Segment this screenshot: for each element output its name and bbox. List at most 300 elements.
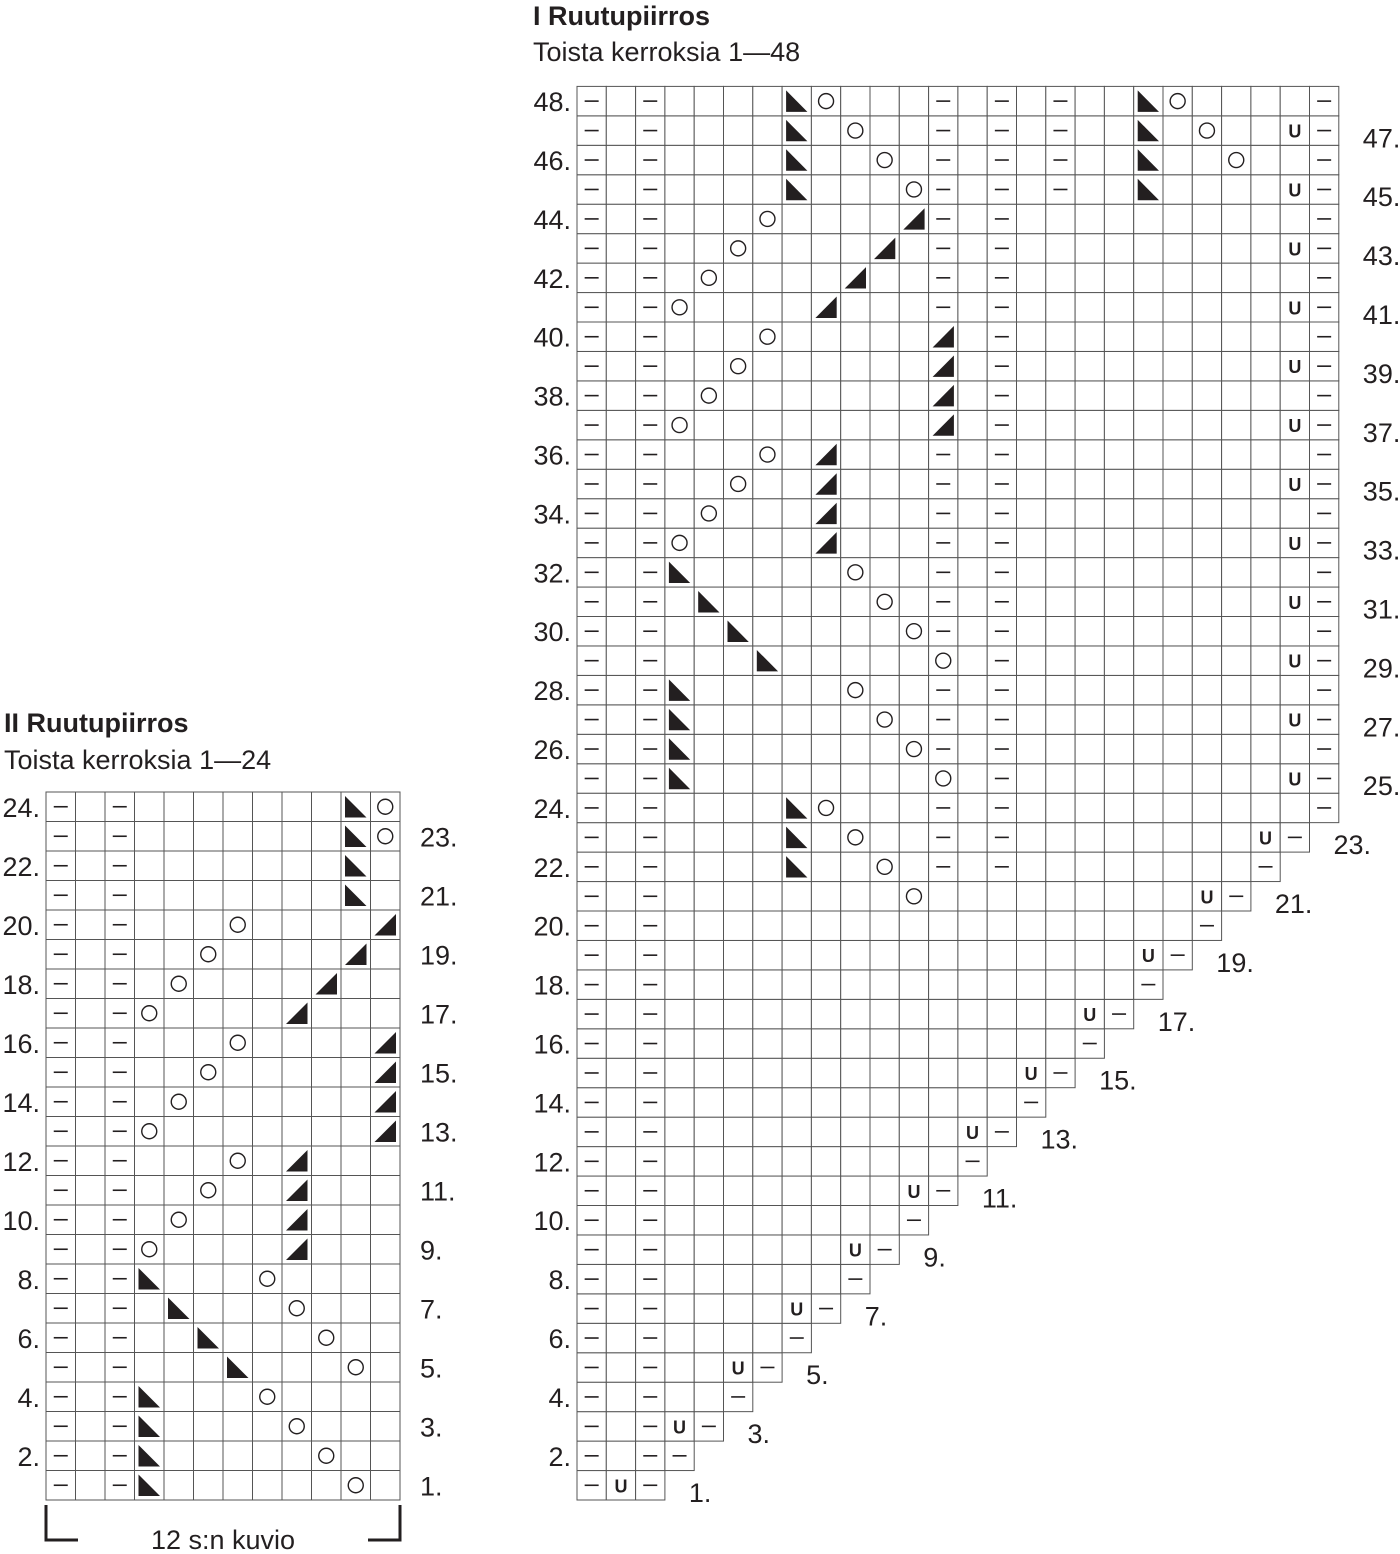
chart1-row-number-left: 44. xyxy=(533,204,571,235)
chart1-cell xyxy=(1192,793,1221,822)
chart1-row-number-left: 14. xyxy=(533,1088,571,1119)
chart1-cell xyxy=(665,499,694,528)
chart1-cell xyxy=(987,1029,1016,1058)
chart1-cell xyxy=(958,705,987,734)
chart1-cell xyxy=(694,1176,723,1205)
chart1-cell xyxy=(870,940,899,969)
chart1-cell xyxy=(694,1353,723,1382)
chart1-cell xyxy=(1017,646,1046,675)
chart1-cell xyxy=(1104,263,1133,292)
chart2-cell xyxy=(164,1087,194,1117)
chart1-cell xyxy=(753,1294,782,1323)
chart1-cell xyxy=(1134,322,1163,351)
chart1-cell xyxy=(1134,351,1163,380)
chart1-cell xyxy=(870,410,899,439)
chart1-cell xyxy=(724,1088,753,1117)
chart1-cell xyxy=(1075,204,1104,233)
chart2-cell xyxy=(341,1441,371,1471)
chart1-cell xyxy=(870,1088,899,1117)
chart2-cell xyxy=(341,1294,371,1324)
chart1-cell xyxy=(724,1117,753,1146)
chart1-cell xyxy=(1046,322,1075,351)
chart2-cell xyxy=(371,1176,401,1206)
chart1-cell xyxy=(665,322,694,351)
chart1-cell xyxy=(1046,381,1075,410)
chart1-cell xyxy=(1017,322,1046,351)
chart1-cell xyxy=(811,617,840,646)
make-stitch-symbol: U xyxy=(673,1417,687,1438)
chart1-cell xyxy=(694,882,723,911)
chart1-cell xyxy=(811,646,840,675)
chart1-cell xyxy=(1192,293,1221,322)
chart1-row-number-right: 27. xyxy=(1362,712,1400,743)
chart1-cell xyxy=(724,940,753,969)
chart1-cell xyxy=(1163,293,1192,322)
chart1-cell xyxy=(1251,764,1280,793)
chart1-row-number-left: 18. xyxy=(533,970,571,1001)
chart1-cell xyxy=(870,1117,899,1146)
chart2-row-number-right: 7. xyxy=(420,1294,443,1325)
chart1-row-number-left: 6. xyxy=(548,1324,571,1355)
chart1-cell xyxy=(753,175,782,204)
chart1-cell xyxy=(782,764,811,793)
chart1-cell xyxy=(1163,558,1192,587)
chart2-cell xyxy=(371,1146,401,1176)
chart1-cell xyxy=(899,764,928,793)
chart1-cell xyxy=(841,1058,870,1087)
chart1-cell xyxy=(1104,970,1133,999)
chart2-cell xyxy=(223,1146,253,1176)
chart1-cell xyxy=(841,1029,870,1058)
chart1-cell xyxy=(665,1382,694,1411)
chart2-row-number-left: 8. xyxy=(17,1264,40,1295)
chart1-cell xyxy=(665,1117,694,1146)
chart1-row-number-left: 10. xyxy=(533,1206,571,1237)
chart2-cell xyxy=(194,1117,224,1147)
chart1-cell xyxy=(870,469,899,498)
chart1-cell xyxy=(665,175,694,204)
chart1-cell xyxy=(1075,970,1104,999)
chart1-cell xyxy=(841,1088,870,1117)
chart1-cell xyxy=(1134,263,1163,292)
chart1-cell xyxy=(1192,823,1221,852)
chart2-cell xyxy=(76,969,106,999)
chart1-cell xyxy=(987,970,1016,999)
chart1-cell xyxy=(782,351,811,380)
chart1-cell xyxy=(606,1353,635,1382)
chart1-cell xyxy=(782,263,811,292)
chart1-cell xyxy=(665,1353,694,1382)
chart2-cell xyxy=(164,1176,194,1206)
chart1-cell xyxy=(870,646,899,675)
chart1-cell xyxy=(753,999,782,1028)
chart1-cell xyxy=(1251,322,1280,351)
chart1-cell xyxy=(606,823,635,852)
chart1-cell xyxy=(870,528,899,557)
chart2-cell xyxy=(282,940,312,970)
chart1-cell xyxy=(1104,440,1133,469)
chart1-cell xyxy=(782,705,811,734)
chart1-cell xyxy=(1134,882,1163,911)
chart1-row-number-right: 23. xyxy=(1333,830,1372,861)
chart1-cell xyxy=(606,764,635,793)
chart1-cell xyxy=(1075,440,1104,469)
chart1-cell xyxy=(870,293,899,322)
chart1-cell xyxy=(1075,86,1104,115)
chart2-cell xyxy=(341,1323,371,1353)
chart1-cell xyxy=(753,381,782,410)
chart1-cell xyxy=(1280,617,1309,646)
chart1-cell xyxy=(1163,764,1192,793)
chart1-cell xyxy=(694,322,723,351)
chart1-cell xyxy=(753,145,782,174)
chart1-cell xyxy=(1222,204,1251,233)
chart1-row-number-left: 38. xyxy=(533,381,571,412)
chart1-cell xyxy=(958,145,987,174)
chart1-cell xyxy=(1075,558,1104,587)
chart1-cell xyxy=(606,263,635,292)
chart1-cell xyxy=(665,381,694,410)
chart1-row-number-left: 40. xyxy=(533,322,571,353)
chart1-cell xyxy=(1163,440,1192,469)
make-stitch-symbol: U xyxy=(1288,298,1302,319)
chart1-cell xyxy=(782,1176,811,1205)
chart1-cell xyxy=(1222,234,1251,263)
chart1-cell xyxy=(1251,175,1280,204)
chart2-cell xyxy=(341,969,371,999)
chart2-cell xyxy=(371,881,401,911)
chart1-cell xyxy=(782,410,811,439)
chart1-cell xyxy=(958,440,987,469)
chart1-row-number-right: 43. xyxy=(1362,241,1400,272)
chart2-cell xyxy=(135,1146,165,1176)
chart2-cell xyxy=(135,969,165,999)
chart1-cell xyxy=(753,204,782,233)
chart1-cell xyxy=(811,263,840,292)
chart1-cell xyxy=(606,1264,635,1293)
chart1-cell xyxy=(1017,823,1046,852)
chart1-cell xyxy=(1017,499,1046,528)
chart1-cell xyxy=(1280,675,1309,704)
chart1-cell xyxy=(724,381,753,410)
chart1-cell xyxy=(811,204,840,233)
chart1-cell xyxy=(1280,734,1309,763)
chart1-cell xyxy=(811,1176,840,1205)
chart1-cell xyxy=(724,528,753,557)
chart2-row-number-left: 10. xyxy=(2,1205,40,1236)
chart1-cell xyxy=(1163,734,1192,763)
chart1-cell xyxy=(1222,381,1251,410)
chart1-cell xyxy=(1134,646,1163,675)
chart2-cell xyxy=(282,910,312,940)
chart1-cell xyxy=(724,646,753,675)
chart1-row-number-right: 9. xyxy=(923,1242,946,1273)
chart1-cell xyxy=(606,1206,635,1235)
chart1-cell xyxy=(929,940,958,969)
chart2-cell xyxy=(223,1471,253,1501)
chart2-cell xyxy=(341,1028,371,1058)
chart1-cell xyxy=(841,705,870,734)
chart2-cell xyxy=(164,1353,194,1383)
chart1-cell xyxy=(1222,705,1251,734)
chart1-cell xyxy=(782,1147,811,1176)
chart2-cell xyxy=(223,851,253,881)
chart1-cell xyxy=(606,116,635,145)
chart1-cell xyxy=(1075,793,1104,822)
chart1-cell xyxy=(958,764,987,793)
chart1-cell xyxy=(724,734,753,763)
chart1-cell xyxy=(1104,175,1133,204)
chart1-cell xyxy=(1280,558,1309,587)
chart1-cell xyxy=(724,823,753,852)
chart2-cell xyxy=(282,1412,312,1442)
chart1-row-number-right: 13. xyxy=(1040,1124,1079,1155)
chart2-cell xyxy=(312,1441,342,1471)
chart1-cell xyxy=(1280,204,1309,233)
chart1-cell xyxy=(811,1235,840,1264)
chart1-cell xyxy=(811,1147,840,1176)
chart1-cell xyxy=(1046,263,1075,292)
chart1-cell xyxy=(811,734,840,763)
chart1-cell xyxy=(1104,911,1133,940)
chart2-cell xyxy=(282,1441,312,1471)
chart1-cell xyxy=(694,940,723,969)
chart1-cell xyxy=(1222,587,1251,616)
chart1-cell xyxy=(665,1235,694,1264)
chart1-cell xyxy=(753,1147,782,1176)
make-stitch-symbol: U xyxy=(1288,474,1302,495)
chart1-cell xyxy=(694,1294,723,1323)
chart1-cell xyxy=(724,793,753,822)
chart1-cell xyxy=(1163,528,1192,557)
make-stitch-symbol: U xyxy=(1288,533,1302,554)
chart1-cell xyxy=(1017,528,1046,557)
chart1-cell xyxy=(958,970,987,999)
chart1-cell xyxy=(694,1088,723,1117)
chart1-cell xyxy=(1192,116,1221,145)
chart1-row-number-right: 15. xyxy=(1099,1065,1137,1096)
chart1-cell xyxy=(753,528,782,557)
chart1-cell xyxy=(1163,86,1192,115)
chart2-row-number-right: 21. xyxy=(420,881,458,912)
chart2-cell xyxy=(341,1235,371,1265)
chart2-cell xyxy=(223,1235,253,1265)
chart1-cell xyxy=(1222,293,1251,322)
chart2-cell xyxy=(135,851,165,881)
chart1-cell xyxy=(694,263,723,292)
chart2-cell xyxy=(312,1205,342,1235)
chart1-cell xyxy=(870,1058,899,1087)
make-stitch-symbol: U xyxy=(1141,946,1155,967)
chart1-cell xyxy=(606,558,635,587)
chart1-cell xyxy=(841,381,870,410)
chart1-cell xyxy=(1104,86,1133,115)
chart1-cell xyxy=(841,764,870,793)
chart1-cell xyxy=(606,852,635,881)
chart2-cell xyxy=(194,1087,224,1117)
chart2-cell xyxy=(164,881,194,911)
chart1-cell xyxy=(606,145,635,174)
chart1-cell xyxy=(753,469,782,498)
chart2-cell xyxy=(135,910,165,940)
chart1-cell xyxy=(665,999,694,1028)
chart1-cell xyxy=(1222,734,1251,763)
make-stitch-symbol: U xyxy=(1288,592,1302,613)
chart1-cell xyxy=(1075,587,1104,616)
chart1-cell xyxy=(870,793,899,822)
chart1-cell xyxy=(1104,116,1133,145)
chart1-cell xyxy=(870,999,899,1028)
chart1-cell xyxy=(958,381,987,410)
chart1-cell xyxy=(1192,381,1221,410)
chart1-cell xyxy=(1251,234,1280,263)
make-stitch-symbol: U xyxy=(907,1181,921,1202)
chart2-cell xyxy=(341,1264,371,1294)
chart1-cell xyxy=(958,734,987,763)
chart1-cell xyxy=(1222,440,1251,469)
chart1-cell xyxy=(753,764,782,793)
chart2-cell xyxy=(312,1264,342,1294)
make-stitch-symbol: U xyxy=(966,1122,980,1143)
chart2-cell xyxy=(253,1412,283,1442)
chart1-cell xyxy=(606,705,635,734)
chart1-cell xyxy=(1017,617,1046,646)
chart1-cell xyxy=(665,823,694,852)
chart1-cell xyxy=(782,558,811,587)
chart1-cell xyxy=(841,351,870,380)
chart1-cell xyxy=(899,823,928,852)
chart1-cell xyxy=(753,558,782,587)
chart1-cell xyxy=(1104,204,1133,233)
chart1-cell xyxy=(1134,558,1163,587)
chart1-cell xyxy=(1192,558,1221,587)
chart2-cell xyxy=(76,1471,106,1501)
make-stitch-symbol: U xyxy=(1288,180,1302,201)
chart1-cell xyxy=(694,528,723,557)
chart1-cell xyxy=(1046,410,1075,439)
make-stitch-symbol: U xyxy=(1083,1005,1097,1026)
chart1-cell xyxy=(1222,175,1251,204)
chart1-cell xyxy=(753,1323,782,1352)
chart2-cell xyxy=(253,969,283,999)
chart1-cell xyxy=(899,116,928,145)
chart1-row-number-left: 24. xyxy=(533,793,571,824)
chart1-cell xyxy=(958,1088,987,1117)
chart1-cell xyxy=(899,617,928,646)
chart2-cell xyxy=(371,940,401,970)
chart2-cell xyxy=(223,1205,253,1235)
chart1-cell xyxy=(1134,852,1163,881)
chart1-cell xyxy=(606,1058,635,1087)
chart1-cell xyxy=(753,705,782,734)
chart1-cell xyxy=(665,1058,694,1087)
chart1-cell xyxy=(606,528,635,557)
chart1-cell xyxy=(870,970,899,999)
chart1-cell xyxy=(606,1441,635,1470)
chart1-cell xyxy=(1104,675,1133,704)
make-stitch-symbol: U xyxy=(790,1299,804,1320)
repeat-bracket-right xyxy=(368,1505,400,1540)
chart1-row-number-right: 45. xyxy=(1362,182,1400,213)
chart1-cell xyxy=(811,145,840,174)
chart1-cell xyxy=(665,1264,694,1293)
chart1-cell xyxy=(1017,911,1046,940)
chart1-cell xyxy=(1222,793,1251,822)
chart2-row-number-right: 11. xyxy=(420,1176,456,1207)
chart1-cell xyxy=(870,675,899,704)
chart1-cell xyxy=(1046,293,1075,322)
chart1-cell xyxy=(724,1294,753,1323)
chart2-cell xyxy=(282,969,312,999)
chart1-cell xyxy=(1222,528,1251,557)
chart1-cell xyxy=(841,1147,870,1176)
chart1-cell xyxy=(811,234,840,263)
chart1-cell xyxy=(1251,617,1280,646)
chart2-cell xyxy=(312,1382,342,1412)
chart1-row-number-right: 21. xyxy=(1274,889,1313,919)
chart2-cell xyxy=(194,881,224,911)
chart2-cell xyxy=(223,881,253,911)
chart1-cell xyxy=(694,734,723,763)
chart1-cell xyxy=(724,587,753,616)
chart1-cell xyxy=(753,351,782,380)
chart1-cell xyxy=(958,1029,987,1058)
chart1-cell xyxy=(811,1058,840,1087)
chart1-cell xyxy=(899,410,928,439)
chart1-cell xyxy=(606,882,635,911)
chart1-cell xyxy=(870,1029,899,1058)
chart1-cell xyxy=(1163,499,1192,528)
chart1-cell xyxy=(1017,86,1046,115)
chart1-cell xyxy=(606,322,635,351)
chart1-cell xyxy=(870,86,899,115)
chart2-cell xyxy=(194,1471,224,1501)
chart1-cell xyxy=(1075,617,1104,646)
chart1-cell xyxy=(958,263,987,292)
chart1-cell xyxy=(1251,351,1280,380)
chart1-cell xyxy=(753,940,782,969)
chart2-cell xyxy=(194,1146,224,1176)
chart2-cell xyxy=(194,969,224,999)
chart1-row-number-left: 32. xyxy=(533,558,571,589)
chart1-row-number-right: 19. xyxy=(1216,947,1254,978)
chart1-cell xyxy=(1251,499,1280,528)
chart1-cell xyxy=(1017,293,1046,322)
chart2-row-number-right: 19. xyxy=(420,940,458,971)
chart1-cell xyxy=(1163,882,1192,911)
chart1-cell xyxy=(1017,204,1046,233)
chart2-cell xyxy=(312,1471,342,1501)
chart1-cell xyxy=(753,234,782,263)
chart1-cell xyxy=(1222,145,1251,174)
chart1-cell xyxy=(694,1264,723,1293)
chart2-cell xyxy=(341,1176,371,1206)
chart1-cell xyxy=(606,1029,635,1058)
chart2-cell xyxy=(135,1235,165,1265)
chart1-cell xyxy=(811,410,840,439)
chart1-cell xyxy=(1163,469,1192,498)
chart1-cell xyxy=(1017,234,1046,263)
chart1-cell xyxy=(724,1235,753,1264)
chart1-cell xyxy=(1163,675,1192,704)
chart1-cell xyxy=(1192,204,1221,233)
chart1-cell xyxy=(724,440,753,469)
chart1-cell xyxy=(606,1235,635,1264)
chart1-row-number-right: 5. xyxy=(806,1360,829,1391)
chart2-row-number-right: 1. xyxy=(420,1471,443,1502)
chart1-cell xyxy=(665,1294,694,1323)
chart2-cell xyxy=(312,1176,342,1206)
